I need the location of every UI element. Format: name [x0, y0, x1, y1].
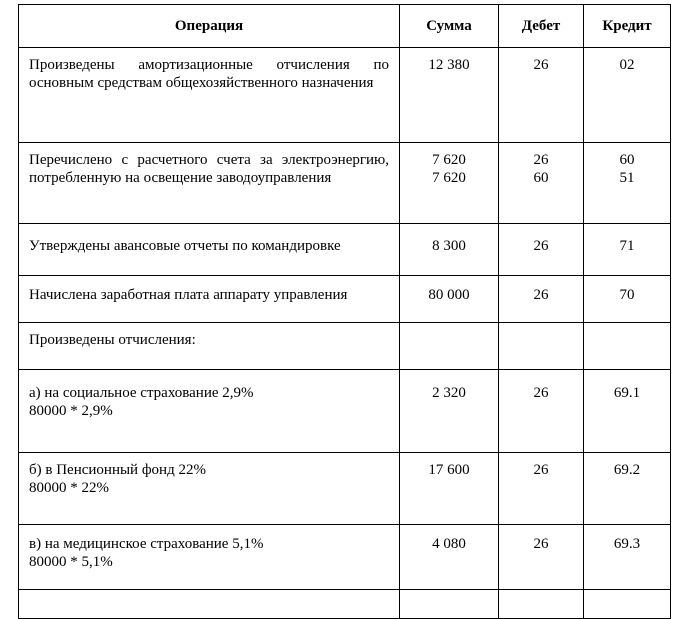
- debit-value: 26: [533, 287, 549, 303]
- header-debit: Дебет: [499, 5, 584, 48]
- operation-cell: [19, 370, 400, 453]
- header-operation: Операция: [19, 5, 400, 48]
- operation-text: а) на социальное страхование 2,9%: [29, 385, 254, 401]
- credit-value: 02: [619, 57, 635, 73]
- amount-value: 80 000: [428, 287, 470, 303]
- operation-text: Начислена заработная плата аппарату управления: [29, 287, 348, 303]
- amount-cell: [400, 224, 499, 276]
- debit-cell: [499, 370, 584, 453]
- amount-cell: [400, 48, 499, 143]
- debit-value: 26: [533, 536, 549, 552]
- operation-formula: 80000 * 2,9%: [29, 403, 113, 419]
- amount-cell: [400, 323, 499, 370]
- amount-value: 7 620: [432, 152, 466, 168]
- table-header-row: [19, 5, 671, 48]
- credit-cell: [584, 370, 671, 453]
- credit-cell: [584, 276, 671, 323]
- debit-cell: [499, 525, 584, 590]
- credit-value: 60: [619, 152, 635, 168]
- credit-value: 70: [619, 287, 635, 303]
- credit-cell: [584, 453, 671, 525]
- debit-cell: [499, 323, 584, 370]
- operation-text: Произведены амортизационные отчисления по основным средствам общехозяйственного назначения: [29, 57, 389, 91]
- operation-cell: [19, 143, 400, 224]
- credit-cell: [584, 143, 671, 224]
- credit-value: 69.2: [613, 462, 641, 478]
- amount-cell: [400, 370, 499, 453]
- credit-value: 71: [619, 238, 635, 254]
- amount-cell: [400, 453, 499, 525]
- debit-value: 26: [533, 462, 549, 478]
- table-row: [19, 453, 671, 525]
- operation-cell: [19, 48, 400, 143]
- credit-cell: [584, 48, 671, 143]
- operation-cell: [19, 453, 400, 525]
- debit-value: 26: [533, 152, 549, 168]
- debit-value: 26: [533, 385, 549, 401]
- amount-value: 2 320: [432, 385, 466, 401]
- debit-cell: [499, 276, 584, 323]
- table-row: [19, 525, 671, 590]
- debit-value: 26: [533, 57, 549, 73]
- table-row: [19, 590, 671, 619]
- operation-formula: 80000 * 22%: [29, 480, 109, 496]
- credit-cell: [584, 590, 671, 619]
- credit-cell: [584, 323, 671, 370]
- accounting-entries-table: [18, 4, 671, 619]
- amount-value: 12 380: [428, 57, 470, 73]
- header-credit: Кредит: [584, 5, 671, 48]
- operation-cell: [19, 276, 400, 323]
- operation-text: Утверждены авансовые отчеты по командировке: [29, 238, 341, 254]
- credit-cell: [584, 525, 671, 590]
- credit-cell: [584, 224, 671, 276]
- operation-cell: [19, 590, 400, 619]
- table-row: [19, 48, 671, 143]
- debit-value: 26: [533, 238, 549, 254]
- operation-text: Произведены отчисления:: [29, 332, 196, 348]
- table-row: [19, 224, 671, 276]
- amount-value: 8 300: [432, 238, 466, 254]
- table-row: [19, 143, 671, 224]
- operation-formula: 80000 * 5,1%: [29, 554, 113, 570]
- operation-cell: [19, 525, 400, 590]
- header-amount: Сумма: [400, 5, 499, 48]
- debit-cell: [499, 453, 584, 525]
- debit-cell: [499, 48, 584, 143]
- amount-value: 4 080: [432, 536, 466, 552]
- debit-cell: [499, 143, 584, 224]
- table-row: [19, 276, 671, 323]
- debit-value: 60: [533, 170, 549, 186]
- debit-cell: [499, 590, 584, 619]
- table-row: [19, 370, 671, 453]
- credit-value: 69.1: [613, 385, 641, 401]
- operation-text: Перечислено с расчетного счета за электроэнергию, потребленную на освещение заводоуправления: [29, 152, 389, 186]
- amount-cell: [400, 525, 499, 590]
- table-row: [19, 323, 671, 370]
- amount-value: 17 600: [428, 462, 470, 478]
- operation-cell: [19, 323, 400, 370]
- operation-cell: [19, 224, 400, 276]
- amount-cell: [400, 590, 499, 619]
- amount-cell: [400, 143, 499, 224]
- amount-value: 7 620: [432, 170, 466, 186]
- operation-text: б) в Пенсионный фонд 22%: [29, 462, 206, 478]
- debit-cell: [499, 224, 584, 276]
- amount-cell: [400, 276, 499, 323]
- credit-value: 69.3: [613, 536, 641, 552]
- operation-text: в) на медицинское страхование 5,1%: [29, 536, 264, 552]
- credit-value: 51: [619, 170, 635, 186]
